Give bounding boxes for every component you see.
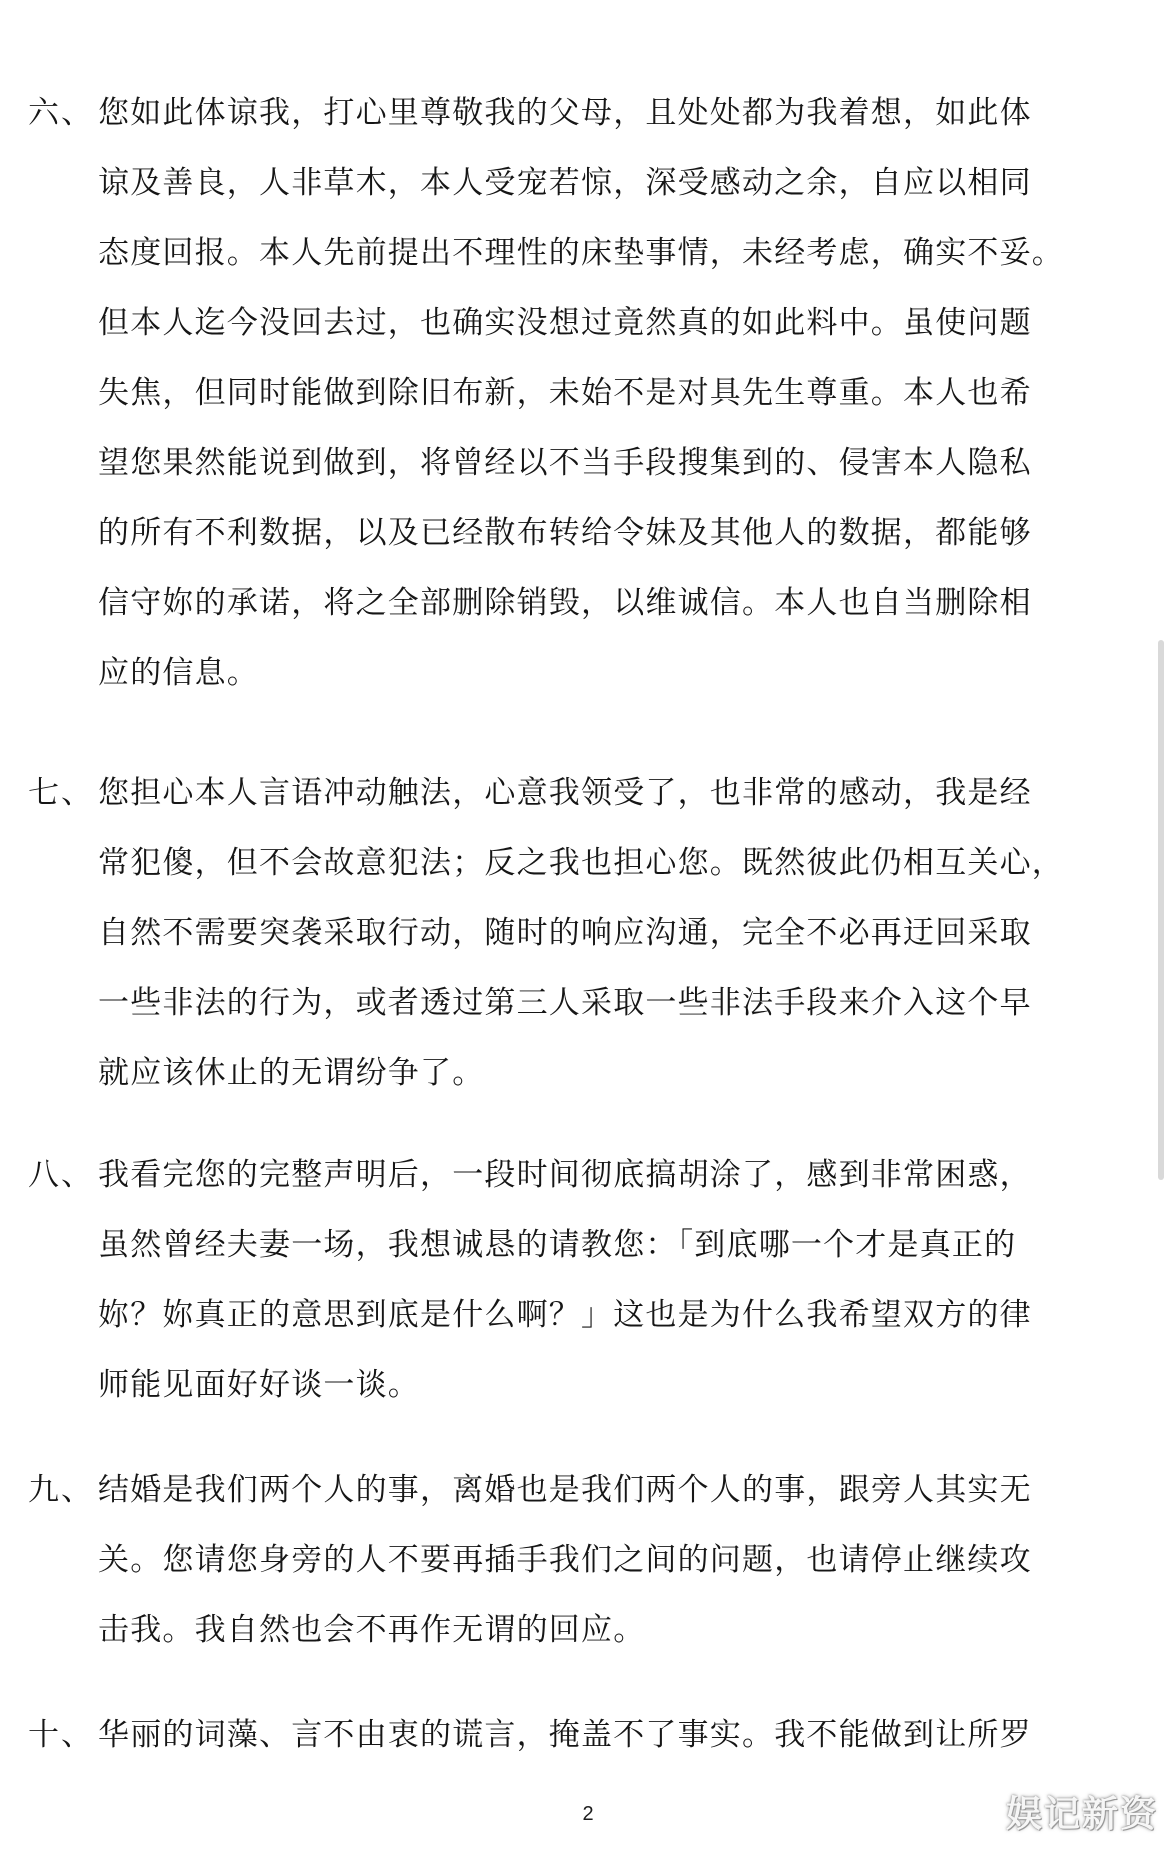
- text-line: 谅及善良，人非草木，本人受宠若惊，深受感动之余，自应以相同: [98, 165, 1032, 201]
- section-number: 十、: [28, 1717, 94, 1753]
- text-line: 一些非法的行为，或者透过第三人采取一些非法手段来介入这个早: [98, 985, 1032, 1021]
- text-line: 自然不需要突袭采取行动，随时的响应沟通，完全不必再迂回采取: [98, 915, 1032, 951]
- text-line: 您担心本人言语冲动触法，心意我领受了，也非常的感动，我是经: [98, 775, 1032, 811]
- section-6: [28, 78, 1138, 708]
- text-line: 我看完您的完整声明后，一段时间彻底搞胡涂了，感到非常困惑，: [98, 1157, 1032, 1193]
- text-line: 虽然曾经夫妻一场，我想诚恳的请教您：「到底哪一个才是真正的: [98, 1227, 1017, 1263]
- section-paragraph: [98, 1455, 1138, 1665]
- section-paragraph: [98, 78, 1138, 708]
- text-line: 关。您请您身旁的人不要再插手我们之间的问题，也请停止继续攻: [98, 1542, 1032, 1578]
- section-paragraph: [98, 758, 1138, 1108]
- text-line: 结婚是我们两个人的事，离婚也是我们两个人的事，跟旁人其实无: [98, 1472, 1032, 1508]
- section-number: 七、: [28, 775, 94, 811]
- scrollbar[interactable]: [1158, 640, 1164, 1180]
- text-line: 信守妳的承诺，将之全部删除销毁，以维诚信。本人也自当删除相: [98, 585, 1032, 621]
- text-line: 态度回报。本人先前提出不理性的床垫事情，未经考虑，确实不妥。: [98, 235, 1064, 271]
- page-number: 2: [582, 1803, 594, 1825]
- text-line: 但本人迄今没回去过，也确实没想过竟然真的如此料中。虽使问题: [98, 305, 1032, 341]
- text-line: 华丽的词藻、言不由衷的谎言，掩盖不了事实。我不能做到让所罗: [98, 1717, 1032, 1753]
- text-line: 的所有不利数据，以及已经散布转给令妹及其他人的数据，都能够: [98, 515, 1032, 551]
- text-line: 失焦，但同时能做到除旧布新，未始不是对具先生尊重。本人也希: [98, 375, 1032, 411]
- section-10: [28, 1700, 1138, 1770]
- section-9: [28, 1455, 1138, 1665]
- text-line: 击我。我自然也会不再作无谓的回应。: [98, 1612, 646, 1648]
- section-7: [28, 758, 1138, 1108]
- text-line: 师能见面好好谈一谈。: [98, 1367, 420, 1403]
- text-line: 应的信息。: [98, 655, 259, 691]
- text-line: 您如此体谅我，打心里尊敬我的父母，且处处都为我着想，如此体: [98, 95, 1032, 131]
- watermark: 娱记新资: [1005, 1794, 1158, 1835]
- text-line: 常犯傻，但不会故意犯法；反之我也担心您。既然彼此仍相互关心，: [98, 845, 1064, 881]
- text-line: 妳？妳真正的意思到底是什么啊？」这也是为什么我希望双方的律: [98, 1297, 1032, 1333]
- section-number: 八、: [28, 1157, 94, 1193]
- text-line: 就应该休止的无谓纷争了。: [98, 1055, 485, 1091]
- section-number: 九、: [28, 1472, 94, 1508]
- text-line: 望您果然能说到做到，将曾经以不当手段搜集到的、侵害本人隐私: [98, 445, 1032, 481]
- section-number: 六、: [28, 95, 94, 131]
- section-paragraph: [98, 1700, 1138, 1770]
- section-paragraph: [98, 1140, 1138, 1420]
- section-8: [28, 1140, 1138, 1420]
